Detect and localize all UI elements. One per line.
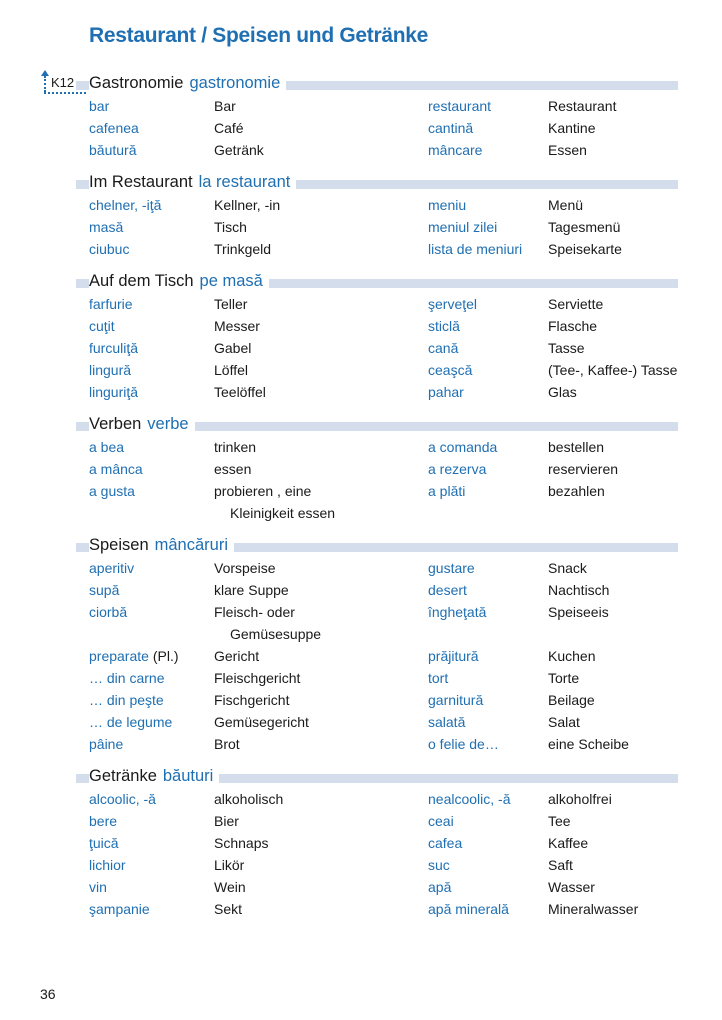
german-translation: Wasser (548, 879, 595, 895)
romanian-term (89, 381, 138, 403)
romanian-term (89, 139, 136, 161)
german-translation: Snack (548, 560, 587, 576)
german-translation (214, 194, 280, 216)
section-title-de: Auf dem Tisch (89, 272, 194, 290)
german-translation-text: klare Suppe (214, 582, 289, 598)
vocab-row (76, 854, 678, 876)
german-translation: Essen (548, 142, 587, 158)
vocab-row (76, 579, 678, 601)
german-translation: Beilage (548, 692, 595, 708)
section-heading (76, 270, 678, 292)
german-translation (214, 117, 244, 139)
german-translation-text: Likör (214, 857, 245, 873)
german-translation: Speisekarte (548, 241, 622, 257)
romanian-term (89, 667, 164, 689)
romanian-term (89, 480, 135, 502)
section-title-de: Verben (89, 415, 142, 433)
vocab-row (76, 458, 678, 480)
german-translation (214, 315, 260, 337)
romanian-term: îngheţată (428, 604, 487, 620)
german-translation: Speiseeis (548, 604, 609, 620)
vocab-row (76, 480, 678, 524)
section-title-ro: verbe (147, 415, 189, 433)
german-translation: bezahlen (548, 483, 605, 499)
romanian-term: apă (428, 879, 452, 895)
romanian-term: o felie de… (428, 736, 499, 752)
vocab-row (76, 876, 678, 898)
romanian-term-text: alcoolic, -ă (89, 791, 156, 807)
vocab-list (76, 788, 678, 920)
german-translation-text: Teelöffel (214, 384, 266, 400)
romanian-term: cantină (428, 120, 474, 136)
romanian-term: nealcoolic, -ă (428, 791, 511, 807)
german-translation: reservieren (548, 461, 619, 477)
vocab-list (76, 95, 678, 161)
romanian-term (89, 194, 161, 216)
vocab-row (76, 337, 678, 359)
romanian-term (89, 359, 131, 381)
page-title: Restaurant / Speisen und Getränke (89, 24, 429, 47)
section-title-de: Getränke (89, 767, 157, 785)
romanian-term (89, 436, 124, 458)
romanian-term (89, 854, 126, 876)
german-translation-text: Café (214, 120, 244, 136)
romanian-term-text: preparate (89, 648, 149, 664)
romanian-term (89, 293, 133, 315)
german-translation (214, 337, 251, 359)
section-title (89, 413, 195, 435)
german-translation (214, 458, 251, 480)
vocab-list (76, 436, 678, 524)
german-translation-continuation: Kleinigkeit essen (230, 505, 336, 521)
german-translation-text: Vorspeise (214, 560, 276, 576)
vocab-row (76, 381, 678, 403)
vocab-row (76, 788, 678, 810)
romanian-term-text: lichior (89, 857, 126, 873)
section-heading (76, 171, 678, 193)
grammar-note: (Pl.) (148, 648, 179, 664)
german-translation-text: probieren , eine (214, 483, 312, 499)
romanian-term (89, 216, 123, 238)
romanian-term: tort (428, 670, 449, 686)
romanian-term-text: furculiţă (89, 340, 139, 356)
romanian-term (89, 315, 115, 337)
romanian-term-text: cafenea (89, 120, 139, 136)
german-translation (214, 238, 271, 260)
german-translation (214, 139, 264, 161)
romanian-term-text: vin (89, 879, 107, 895)
romanian-term: ceaşcă (428, 362, 473, 378)
german-translation-text: Teller (214, 296, 248, 312)
german-translation: Saft (548, 857, 573, 873)
romanian-term-text: ciorbă (89, 604, 128, 620)
section-title-de: Speisen (89, 536, 149, 554)
german-translation-text: Brot (214, 736, 240, 752)
romanian-term: lista de meniuri (428, 241, 523, 257)
romanian-term: apă minerală (428, 901, 509, 917)
romanian-term: restaurant (428, 98, 492, 114)
romanian-term: salată (428, 714, 466, 730)
romanian-term-text: pâine (89, 736, 124, 752)
romanian-term (89, 898, 150, 920)
german-translation: bestellen (548, 439, 605, 455)
german-translation-text: Fischgericht (214, 692, 290, 708)
section-heading (76, 413, 678, 435)
german-translation-text: Messer (214, 318, 260, 334)
german-translation-text: essen (214, 461, 252, 477)
romanian-term (89, 601, 127, 623)
vocab-row (76, 711, 678, 733)
german-translation (214, 381, 266, 403)
german-translation (214, 601, 321, 645)
german-translation: Glas (548, 384, 577, 400)
german-translation (214, 216, 247, 238)
vocab-row (76, 194, 678, 216)
section-title (89, 171, 296, 193)
german-translation: Restaurant (548, 98, 617, 114)
romanian-term: cană (428, 340, 459, 356)
romanian-term-text: cuţit (89, 318, 115, 334)
section-title-ro: pe masă (199, 272, 263, 290)
german-translation (214, 689, 289, 711)
german-translation: Serviette (548, 296, 604, 312)
section-verben (76, 413, 678, 524)
german-translation (214, 667, 300, 689)
vocab-row (76, 898, 678, 920)
section-im-restaurant (76, 171, 678, 260)
german-translation (214, 788, 283, 810)
romanian-term-text: lingură (89, 362, 132, 378)
section-title-ro: mâncăruri (154, 536, 228, 554)
romanian-term: mâncare (428, 142, 483, 158)
german-translation (214, 293, 247, 315)
german-translation (214, 557, 275, 579)
german-translation-text: trinken (214, 439, 257, 455)
german-translation-continuation: Gemüsesuppe (230, 626, 322, 642)
german-translation (214, 876, 246, 898)
section-title (89, 270, 269, 292)
romanian-term-text: farfurie (89, 296, 133, 312)
romanian-term-text: a bea (89, 439, 125, 455)
romanian-term (89, 832, 119, 854)
romanian-term: sticlă (428, 318, 460, 334)
romanian-term (89, 876, 107, 898)
romanian-term-text: a gusta (89, 483, 135, 499)
german-translation: Tagesmenü (548, 219, 621, 235)
romanian-term (89, 458, 143, 480)
vocab-list (76, 194, 678, 260)
german-translation: Nachtisch (548, 582, 610, 598)
vocab-row (76, 810, 678, 832)
romanian-term (89, 337, 138, 359)
german-translation (214, 832, 268, 854)
german-translation: Kaffee (548, 835, 589, 851)
vocab-row (76, 436, 678, 458)
german-translation (214, 95, 236, 117)
german-translation: Tee (548, 813, 571, 829)
section-title (89, 534, 234, 556)
section-heading (76, 765, 678, 787)
vocab-row (76, 667, 678, 689)
romanian-term-text: aperitiv (89, 560, 135, 576)
german-translation (214, 711, 309, 733)
german-translation-text: alkoholisch (214, 791, 284, 807)
romanian-term: suc (428, 857, 450, 873)
german-translation: (Tee-, Kaffee-) Tasse (548, 362, 678, 378)
section-heading (76, 72, 678, 94)
vocab-row (76, 117, 678, 139)
german-translation-text: Schnaps (214, 835, 269, 851)
section-title-ro: la restaurant (198, 173, 291, 191)
vocab-list (76, 293, 678, 403)
section-getraenke (76, 765, 678, 920)
vocab-row (76, 601, 678, 645)
german-translation-text: Bier (214, 813, 239, 829)
romanian-term (89, 733, 123, 755)
romanian-term-text: ciubuc (89, 241, 130, 257)
romanian-term-text: … din peşte (89, 692, 164, 708)
german-translation (214, 645, 259, 667)
german-translation-text: Gemüsegericht (214, 714, 309, 730)
section-title (89, 72, 286, 94)
romanian-term: şerveţel (428, 296, 478, 312)
german-translation-text: Trinkgeld (214, 241, 272, 257)
romanian-term (89, 788, 156, 810)
german-translation: alkoholfrei (548, 791, 612, 807)
section-title (89, 765, 219, 787)
romanian-term-text: chelner, -iţă (89, 197, 162, 213)
vocab-row (76, 689, 678, 711)
section-title-de: Gastronomie (89, 74, 184, 92)
romanian-term (89, 557, 134, 579)
romanian-term (89, 579, 119, 601)
german-translation (214, 810, 239, 832)
romanian-term (89, 645, 179, 667)
german-translation: Torte (548, 670, 580, 686)
romanian-term: garnitură (428, 692, 484, 708)
romanian-term: meniu (428, 197, 467, 213)
section-heading (76, 534, 678, 556)
german-translation: Kuchen (548, 648, 596, 664)
german-translation (214, 733, 240, 755)
vocab-row (76, 557, 678, 579)
german-translation-text: Fleischgericht (214, 670, 301, 686)
german-translation (214, 436, 256, 458)
german-translation (214, 359, 248, 381)
romanian-term: gustare (428, 560, 475, 576)
german-translation: Kantine (548, 120, 596, 136)
romanian-term (89, 689, 164, 711)
german-translation-text: Löffel (214, 362, 248, 378)
romanian-term (89, 95, 109, 117)
romanian-term-text: şampanie (89, 901, 150, 917)
romanian-term: desert (428, 582, 467, 598)
romanian-term (89, 810, 117, 832)
vocab-row (76, 139, 678, 161)
german-translation (214, 854, 244, 876)
german-translation-text: Getränk (214, 142, 264, 158)
vocab-row (76, 645, 678, 667)
german-translation-text: Wein (214, 879, 246, 895)
german-translation-text: Gabel (214, 340, 252, 356)
romanian-term: a comanda (428, 439, 498, 455)
romanian-term-text: băutură (89, 142, 137, 158)
vocab-row (76, 95, 678, 117)
section-auf-dem-tisch (76, 270, 678, 403)
section-title-ro: gastronomie (189, 74, 281, 92)
romanian-term: ceai (428, 813, 454, 829)
romanian-term-text: ţuică (89, 835, 119, 851)
page-number: 36 (40, 986, 56, 1002)
vocab-row (76, 238, 678, 260)
vocab-row (76, 315, 678, 337)
romanian-term-text: bar (89, 98, 110, 114)
romanian-term-text: … din carne (89, 670, 165, 686)
romanian-term-text: … de legume (89, 714, 173, 730)
vocab-row (76, 293, 678, 315)
german-translation-text: Bar (214, 98, 236, 114)
german-translation-text: Sekt (214, 901, 243, 917)
romanian-term: a plăti (428, 483, 466, 499)
romanian-term-text: a mânca (89, 461, 143, 477)
romanian-term-text: supă (89, 582, 120, 598)
vocab-list (76, 557, 678, 755)
romanian-term-text: bere (89, 813, 118, 829)
romanian-term: pahar (428, 384, 464, 400)
romanian-term: prăjitură (428, 648, 479, 664)
german-translation: eine Scheibe (548, 736, 629, 752)
romanian-term (89, 238, 129, 260)
german-translation (214, 898, 242, 920)
vocab-row (76, 216, 678, 238)
romanian-term-text: linguriţă (89, 384, 139, 400)
german-translation: Flasche (548, 318, 598, 334)
vocab-row (76, 733, 678, 755)
romanian-term (89, 711, 172, 733)
german-translation-text: Gericht (214, 648, 260, 664)
german-translation-text: Kellner, -in (214, 197, 281, 213)
german-translation (214, 579, 289, 601)
german-translation-text: Tisch (214, 219, 247, 235)
vocab-row (76, 832, 678, 854)
german-translation: Mineralwasser (548, 901, 639, 917)
romanian-term: meniul zilei (428, 219, 498, 235)
german-translation: Tasse (548, 340, 585, 356)
romanian-term: a rezerva (428, 461, 487, 477)
section-speisen (76, 534, 678, 755)
german-translation (214, 480, 335, 524)
romanian-term-text: masă (89, 219, 124, 235)
german-translation: Salat (548, 714, 580, 730)
german-translation: Menü (548, 197, 584, 213)
section-title-de: Im Restaurant (89, 173, 193, 191)
romanian-term: cafea (428, 835, 463, 851)
chapter-tag-label: K12 (51, 75, 75, 90)
section-gastronomie (76, 72, 678, 161)
german-translation-text: Fleisch- oder (214, 604, 295, 620)
romanian-term (89, 117, 139, 139)
vocab-row (76, 359, 678, 381)
section-title-ro: băuturi (162, 767, 214, 785)
